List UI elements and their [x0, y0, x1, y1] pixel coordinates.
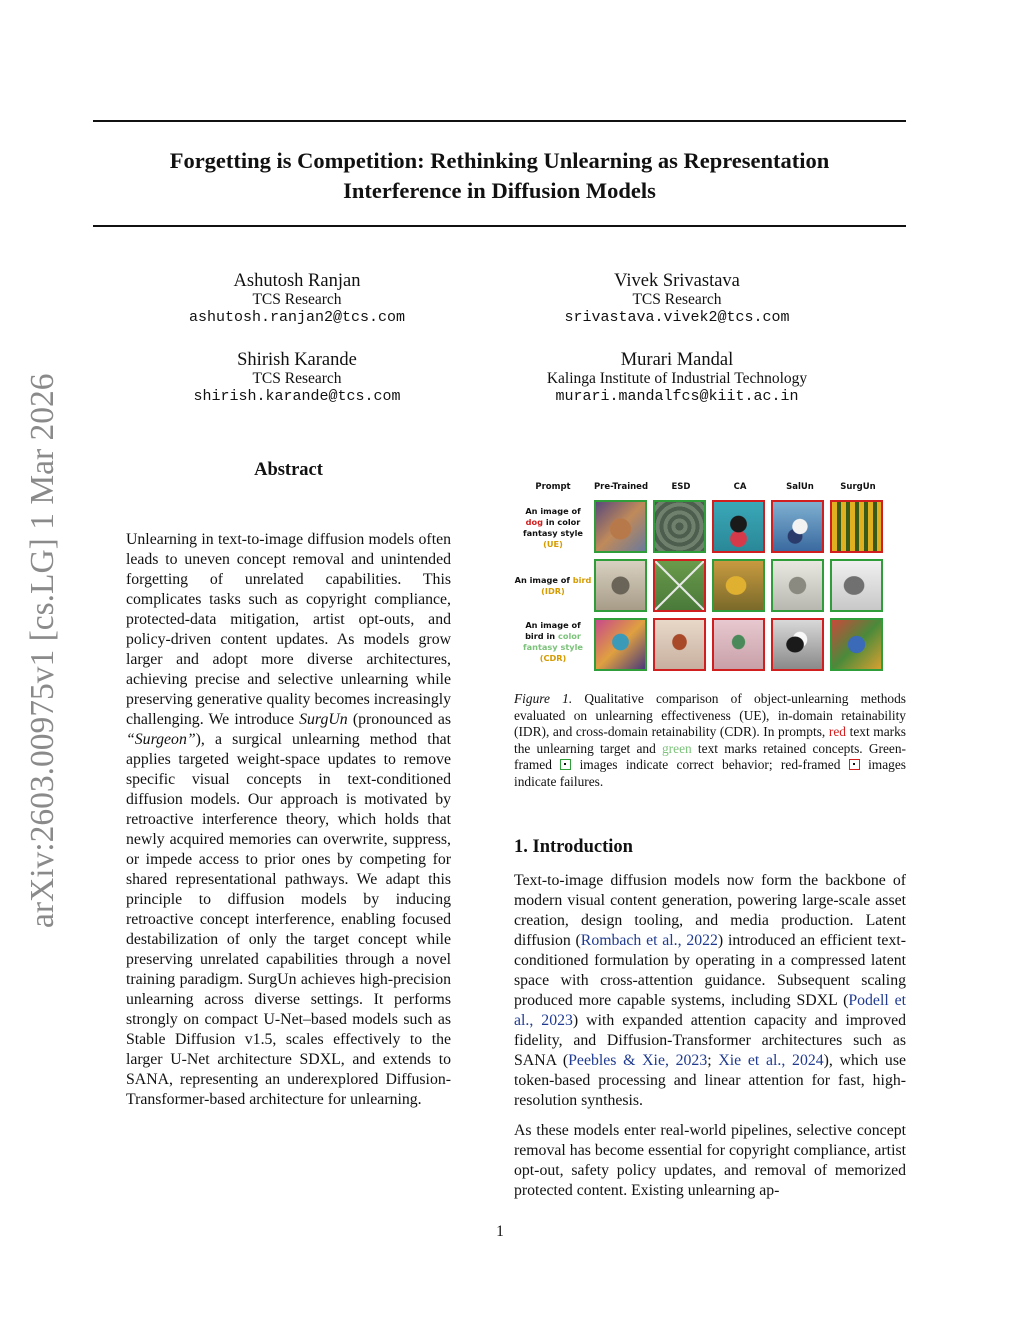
prompt-tag: (IDR)	[541, 586, 565, 596]
author-block	[147, 350, 447, 406]
prompt-retained-word: bird	[572, 575, 592, 585]
red-frame-icon	[849, 759, 860, 770]
image-ue-salun	[771, 500, 824, 553]
image-cdr-surgun	[830, 618, 883, 671]
column-header-pretrained: Pre-Trained	[593, 482, 649, 492]
image-idr-ca	[712, 559, 765, 612]
author-affiliation: TCS Research	[252, 291, 342, 308]
author-name: Murari Mandal	[620, 350, 734, 370]
author-affiliation: TCS Research	[632, 291, 722, 308]
image-idr-salun	[771, 559, 824, 612]
author-affiliation: TCS Research	[252, 370, 342, 387]
author-name: Ashutosh Ranjan	[233, 271, 361, 291]
body-text: ) with expanded attention capacity and improved fidelity, and Diffusion-Transformer architectures such as SANA (	[514, 1012, 907, 1069]
caption-text: images indicate correct behavior; red-framed	[571, 757, 849, 772]
title-line-2: Interference in Diffusion Models	[343, 178, 656, 203]
figure-1	[514, 480, 906, 675]
image-ue-pretrained	[594, 500, 647, 553]
column-header-ca: CA	[733, 482, 747, 492]
prompt-text: bird in	[525, 631, 558, 641]
prompt-text: An image of	[525, 506, 581, 516]
method-name: SurgUn	[299, 711, 348, 728]
prompt-text: in color	[543, 517, 581, 527]
prompt-tag: (CDR)	[539, 653, 567, 663]
author-name: Shirish Karande	[237, 350, 357, 370]
caption-text: text marks retained concepts. Green-framed	[514, 740, 906, 772]
citation-link[interactable]: Peebles & Xie, 2023	[568, 1052, 708, 1069]
introduction-paragraph-2: As these models enter real-world pipelines, selective concept removal has become essential for copyright compliance, artist opt-out, safety policy updates, and removal of memorized protected content. Existing unlearning ap-	[514, 1122, 906, 1199]
prompt-cdr	[514, 620, 592, 664]
prompt-tag: (UE)	[543, 539, 563, 549]
abstract-heading: Abstract	[254, 460, 323, 480]
figure-1-caption	[514, 691, 906, 790]
image-cdr-ca	[712, 618, 765, 671]
body-text: ;	[707, 1052, 719, 1069]
body-text: ), which use token-based processing and linear attention for fast, high-resolution synthesis.	[514, 1052, 906, 1109]
author-block	[147, 271, 447, 327]
citation-link[interactable]: Rombach et al., 2022	[580, 932, 718, 949]
column-header-prompt: Prompt	[535, 482, 571, 492]
section-heading-introduction: 1. Introduction	[514, 837, 633, 857]
image-ue-surgun	[830, 500, 883, 553]
introduction-paragraph-1	[514, 871, 906, 1111]
abstract-text	[126, 530, 451, 1110]
image-idr-esd	[653, 559, 706, 612]
image-ue-esd	[653, 500, 706, 553]
title-line-1: Forgetting is Competition: Rethinking Unlearning as Representation	[169, 148, 830, 173]
prompt-target-word: dog	[525, 517, 544, 527]
title-bottom-rule	[93, 225, 906, 227]
prompt-ue	[514, 506, 592, 550]
page-number: 1	[496, 1223, 504, 1240]
paper-title	[93, 146, 906, 206]
column-header-esd: ESD	[671, 482, 691, 492]
body-text: ) introduced an efficient text-conditioned formulation by operating in a compressed latent space with cross-attention guidance. Subsequent scaling produced more capable systems, including SDXL (	[514, 932, 906, 1009]
caption-text: text marks the unlearning target and	[514, 724, 906, 756]
author-block	[527, 271, 827, 327]
citation-link[interactable]: Xie et al., 2024	[718, 1052, 824, 1069]
prompt-idr	[514, 575, 592, 597]
author-affiliation: Kalinga Institute of Industrial Technology	[546, 370, 808, 387]
prompt-text: An image of	[525, 620, 581, 630]
image-idr-pretrained	[594, 559, 647, 612]
citation-link[interactable]: Podell et al., 2023	[514, 992, 906, 1029]
caption-text: Qualitative comparison of object-unlearning methods evaluated on unlearning effectiveness (UE), in-domain retainability (IDR), and cross-domain retainability (CDR). In prompts,	[514, 691, 906, 739]
column-header-surgun: SurgUn	[840, 482, 876, 492]
abstract-part: ), a surgical unlearning method that applies targeted weight-space updates to remove specific visual concepts in text-conditioned diffusion models. Our approach is motivated by retroactive interference theory, which holds that newly acquired memories can overwrite, suppress, or impede access to prior ones by competing for shared representational pathways. We adapt this principle to diffusion models by inducing retroactive concept interference, enabling focused destabilization of only the target concept while preserving unrelated capabilities through a novel training paradigm. SurgUn achieves high-precision unlearning across diverse settings. It performs strongly on compact U-Net–based models such as Stable Diffusion v1.5, scales effectively to the larger U-Net architecture SDXL, and extends to SANA, representing an underexplored Diffusion-Transformer-based architecture for unlearning.	[126, 731, 451, 1108]
abstract-part: Unlearning in text-to-image diffusion models often leads to uneven concept removal and unintended forgetting of unrelated capabilities. This complicates tasks such as copyright compliance, protected-data mitigation, artist opt-outs, and policy-driven content updates. As models grow larger and adopt more diverse architectures, achieving precise and selective unlearning while preserving generative quality becomes increasingly challenging. We introduce	[126, 531, 451, 728]
author-block	[527, 350, 827, 406]
method-pronunciation: “Surgeon”	[126, 731, 196, 748]
arxiv-identifier[interactable]: arXiv:2603.00975v1 [cs.LG] 1 Mar 2026	[24, 373, 61, 928]
abstract-part: (pronounced as	[347, 711, 451, 728]
image-idr-surgun	[830, 559, 883, 612]
author-email[interactable]: srivastava.vivek2@tcs.com	[564, 309, 790, 326]
body-text: Text-to-image diffusion models now form the backbone of modern visual content generation, powering large-scale asset creation, design tooling, and media production. Latent diffusion (	[514, 872, 906, 949]
prompt-text: An image of	[514, 575, 573, 585]
author-email[interactable]: ashutosh.ranjan2@tcs.com	[188, 309, 406, 326]
prompt-text: fantasy style	[523, 528, 583, 538]
image-ue-ca	[712, 500, 765, 553]
caption-green-word: green	[661, 740, 692, 756]
image-cdr-salun	[771, 618, 824, 671]
column-header-salun: SalUn	[786, 482, 814, 492]
caption-red-word: red	[828, 724, 846, 739]
author-name: Vivek Srivastava	[614, 271, 740, 291]
image-cdr-esd	[653, 618, 706, 671]
author-email[interactable]: shirish.karande@tcs.com	[193, 388, 401, 405]
prompt-retained-word: color	[557, 631, 581, 641]
image-cdr-pretrained	[594, 618, 647, 671]
figure-label: Figure 1.	[514, 691, 573, 706]
top-rule	[93, 120, 906, 122]
caption-text: images indicate failures.	[514, 757, 907, 789]
author-email[interactable]: murari.mandalfcs@kiit.ac.in	[555, 388, 799, 405]
prompt-retained-word: fantasy style	[523, 642, 583, 652]
green-frame-icon	[560, 759, 571, 770]
